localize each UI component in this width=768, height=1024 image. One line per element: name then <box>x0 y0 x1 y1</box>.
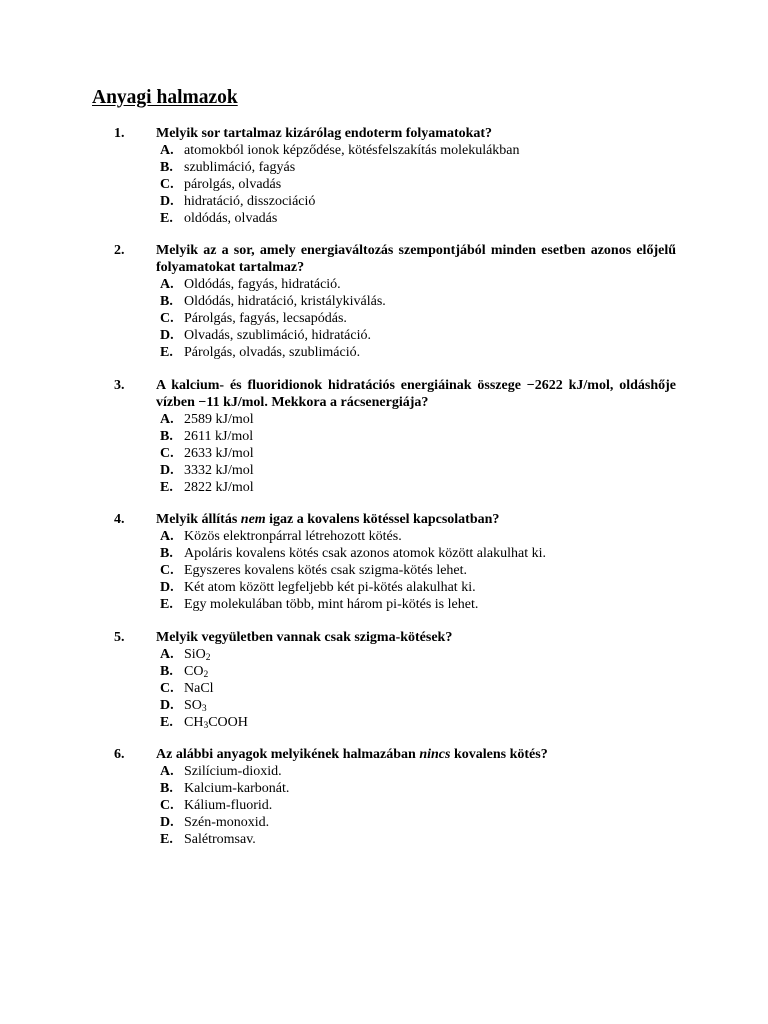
option-a[interactable] <box>0 276 768 293</box>
option-text: Oldódás, hidratáció, kristálykiválás. <box>184 294 386 309</box>
option-d[interactable] <box>0 327 768 344</box>
question-number: 6. <box>114 747 125 762</box>
option-text: 2589 kJ/mol <box>184 412 254 427</box>
option-letter: A. <box>160 764 174 779</box>
question-number: 2. <box>114 243 125 258</box>
formula-base: CO <box>184 664 204 679</box>
option-letter: B. <box>160 429 173 444</box>
option-a[interactable] <box>0 142 768 159</box>
option-letter: E. <box>160 715 173 730</box>
emphasis-word: nem <box>240 512 266 527</box>
formula-subscript: 2 <box>203 670 209 680</box>
option-d[interactable] <box>0 193 768 210</box>
option-b[interactable] <box>0 159 768 176</box>
option-text: Két atom között legfeljebb két pi-kötés alakulhat ki. <box>184 580 476 595</box>
formula-rest: COOH <box>208 715 248 730</box>
option-a[interactable] <box>0 763 768 780</box>
question-text: Melyik vegyületben vannak csak szigma-kötések? <box>156 630 453 645</box>
chemical-formula <box>184 697 207 714</box>
option-e[interactable] <box>0 596 768 613</box>
option-d[interactable] <box>0 814 768 831</box>
option-b[interactable] <box>0 293 768 310</box>
emphasis-word: nincs <box>419 747 451 762</box>
option-text: oldódás, olvadás <box>184 211 278 226</box>
option-text: Egy molekulában több, mint három pi-kötés is lehet. <box>184 597 479 612</box>
option-letter: D. <box>160 463 174 478</box>
question-text-after: kovalens kötés? <box>450 747 548 762</box>
option-letter: C. <box>160 311 174 326</box>
question-text <box>156 511 676 528</box>
option-text: Párolgás, olvadás, szublimáció. <box>184 345 361 360</box>
option-letter: D. <box>160 815 174 830</box>
option-a[interactable] <box>0 528 768 545</box>
formula-base: CH <box>184 715 204 730</box>
option-d[interactable] <box>0 579 768 596</box>
option-text: Kalcium-karbonát. <box>184 781 290 796</box>
option-letter: B. <box>160 160 173 175</box>
option-text: Apoláris kovalens kötés csak azonos atomok között alakulhat ki. <box>184 546 546 561</box>
option-e[interactable] <box>0 344 768 361</box>
option-letter: A. <box>160 277 174 292</box>
option-letter: D. <box>160 698 174 713</box>
option-letter: A. <box>160 529 174 544</box>
question-number: 4. <box>114 512 125 527</box>
option-letter: D. <box>160 328 174 343</box>
option-text: atomokból ionok képződése, kötésfelszakítás molekulákban <box>184 143 520 158</box>
question-text: A kalcium- és fluoridionok hidratációs energiáinak összege −2622 kJ/mol, oldáshője vízben −11 kJ/mol. Mekkora a rácsenergiája? <box>156 378 676 410</box>
option-b[interactable] <box>0 663 768 680</box>
chemical-formula <box>184 646 211 663</box>
option-text: szublimáció, fagyás <box>184 160 296 175</box>
option-c[interactable] <box>0 310 768 327</box>
option-text: Oldódás, fagyás, hidratáció. <box>184 277 341 292</box>
question-text-after: igaz a kovalens kötéssel kapcsolatban? <box>265 512 500 527</box>
option-text: Kálium-fluorid. <box>184 798 273 813</box>
question-number: 5. <box>114 630 125 645</box>
option-text: Salétromsav. <box>184 832 256 847</box>
option-letter: E. <box>160 480 173 495</box>
option-e[interactable] <box>0 210 768 227</box>
option-d[interactable] <box>0 462 768 479</box>
option-text: Párolgás, fagyás, lecsapódás. <box>184 311 347 326</box>
formula-base: SO <box>184 698 202 713</box>
formula-subscript: 3 <box>201 704 207 714</box>
option-letter: C. <box>160 177 174 192</box>
option-c[interactable] <box>0 680 768 697</box>
option-letter: C. <box>160 681 174 696</box>
question-number: 1. <box>114 126 125 141</box>
option-text: hidratáció, disszociáció <box>184 194 316 209</box>
option-letter: D. <box>160 194 174 209</box>
option-text: Olvadás, szublimáció, hidratáció. <box>184 328 371 343</box>
option-c[interactable] <box>0 176 768 193</box>
option-letter: E. <box>160 832 173 847</box>
question-text: Melyik sor tartalmaz kizárólag endoterm folyamatokat? <box>156 126 493 141</box>
option-b[interactable] <box>0 545 768 562</box>
option-letter: B. <box>160 664 173 679</box>
option-text: Szén-monoxid. <box>184 815 270 830</box>
option-a[interactable] <box>0 411 768 428</box>
option-letter: C. <box>160 798 174 813</box>
option-c[interactable] <box>0 562 768 579</box>
option-c[interactable] <box>0 797 768 814</box>
option-letter: A. <box>160 143 174 158</box>
option-text: Egyszeres kovalens kötés csak szigma-kötés lehet. <box>184 563 468 578</box>
question-text-before: Az alábbi anyagok melyikének halmazában <box>156 747 420 762</box>
option-text: párolgás, olvadás <box>184 177 282 192</box>
option-letter: E. <box>160 211 173 226</box>
chemical-formula <box>184 714 248 731</box>
formula-base: NaCl <box>184 681 214 696</box>
question-text <box>156 746 676 763</box>
question-number: 3. <box>114 378 125 393</box>
option-letter: B. <box>160 781 173 796</box>
option-a[interactable] <box>0 646 768 663</box>
option-e[interactable] <box>0 714 768 731</box>
option-letter: E. <box>160 597 173 612</box>
option-b[interactable] <box>0 428 768 445</box>
option-text: 2633 kJ/mol <box>184 446 254 461</box>
formula-subscript: 3 <box>203 721 209 731</box>
option-text: 2611 kJ/mol <box>184 429 254 444</box>
option-e[interactable] <box>0 831 768 848</box>
option-c[interactable] <box>0 445 768 462</box>
question-text-before: Melyik állítás <box>156 512 241 527</box>
question-text: Melyik az a sor, amely energiaváltozás szempontjából minden esetben azonos előjelű folyamatokat tartalmaz? <box>156 243 676 275</box>
option-d[interactable] <box>0 697 768 714</box>
option-letter: A. <box>160 647 174 662</box>
option-letter: A. <box>160 412 174 427</box>
formula-base: SiO <box>184 647 206 662</box>
option-letter: B. <box>160 546 173 561</box>
option-b[interactable] <box>0 780 768 797</box>
option-text: Közös elektronpárral létrehozott kötés. <box>184 529 402 544</box>
option-text: 3332 kJ/mol <box>184 463 254 478</box>
option-letter: E. <box>160 345 173 360</box>
option-e[interactable] <box>0 479 768 496</box>
chemical-formula <box>184 680 214 697</box>
formula-subscript: 2 <box>205 653 211 663</box>
option-text: Szilícium-dioxid. <box>184 764 282 779</box>
page-title: Anyagi halmazok <box>92 87 238 108</box>
chemical-formula <box>184 663 208 680</box>
option-text: 2822 kJ/mol <box>184 480 254 495</box>
option-letter: C. <box>160 446 174 461</box>
option-letter: B. <box>160 294 173 309</box>
option-letter: D. <box>160 580 174 595</box>
option-letter: C. <box>160 563 174 578</box>
